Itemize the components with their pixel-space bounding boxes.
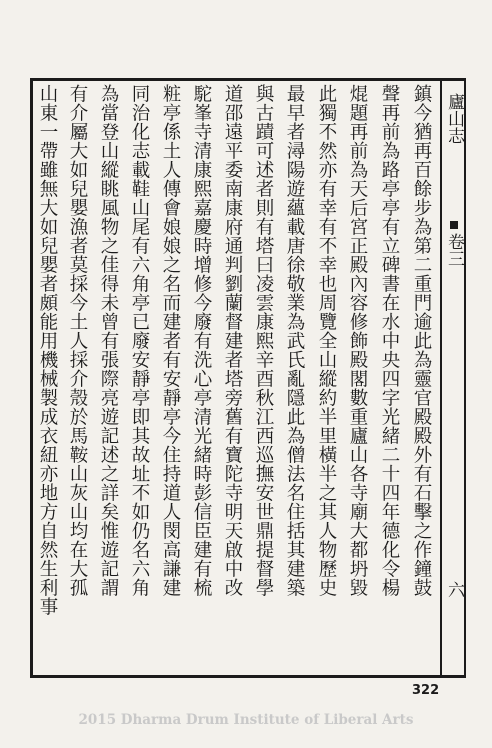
text-column-11: 為當登山縱眺風物之佳得未曾有張際亮遊記述之詳矣惟遊記謂 [98, 84, 119, 597]
text-column-6: 與古蹟可述者則有塔曰凌雲康熙辛酉秋江西巡撫安世鼎提督學 [253, 84, 274, 597]
volume-label: 卷三 [444, 233, 464, 267]
text-column-2: 聲再前為路亭亭有立碑書在水中央四字光緒二十四年德化令楊 [379, 84, 400, 597]
text-column-12: 有介屬大如兒嬰漁者莫採今土人採介殼於馬鞍山灰山均在大孤 [67, 84, 88, 597]
leaf-mark: 六 [444, 581, 464, 598]
margin-gutter [440, 81, 464, 675]
text-column-1: 鎮今猶再百餘步為第二重門逾此為靈官殿殿外有石擊之作鐘鼓 [411, 84, 432, 597]
text-column-8: 駝峯寺清康熙嘉慶時增修今廢有洗心亭清光緒時彭信臣建有梳 [191, 84, 212, 597]
watermark: 2015 Dharma Drum Institute of Liberal Arts [78, 712, 414, 728]
text-column-7: 道邵遠平委南康府通判劉蘭督建者塔旁舊有寶陀寺明天啟中改 [222, 84, 243, 597]
fishtail-mark [450, 221, 458, 229]
text-column-5: 最早者潯陽遊蘊載唐徐敬業為武氏亂隱此為僧法名住括其建築 [284, 84, 305, 597]
text-column-10: 同治化志載鞋山尾有六角亭已廢安靜亭即其故址不如仍名六角 [129, 84, 150, 597]
text-column-13: 山東一帶雖無大如兒嬰者頗能用機械製成衣紐亦地方自然生利事 [37, 84, 58, 616]
text-column-9: 粧亭係土人傳會娘娘之名而建者有安靜亭今住持道人閔高謙建 [160, 84, 181, 597]
text-column-4: 此獨不然亦有幸有不幸也周覽全山縱約半里橫半之其人物歷史 [316, 84, 337, 597]
book-title: 廬山志 [444, 93, 464, 144]
text-column-3: 焜題再前為天后宮正殿內容修飾殿閣數重廬山各寺廟大都坍毀 [347, 84, 368, 597]
page-number: 322 [412, 683, 440, 698]
